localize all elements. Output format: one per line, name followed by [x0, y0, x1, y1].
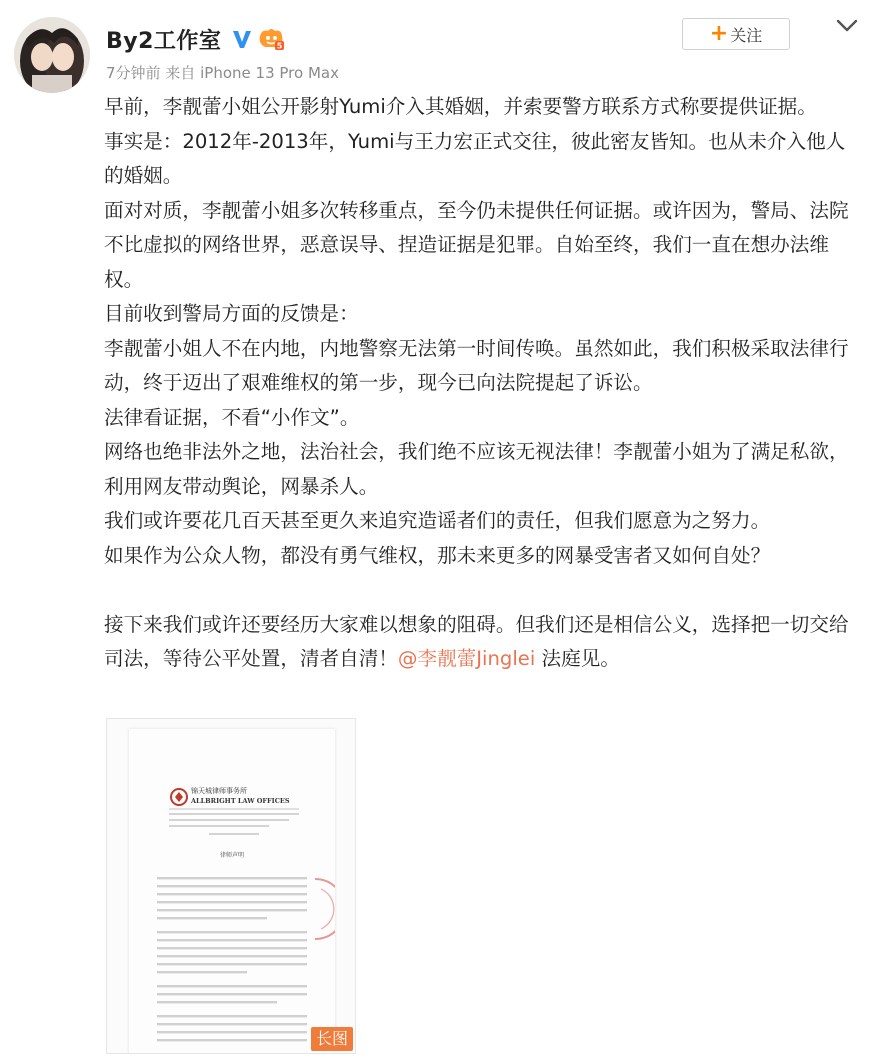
verified-v-icon [231, 28, 253, 50]
doc-firm-en: ALLBRIGHT LAW OFFICES [191, 797, 290, 805]
law-firm-logo-icon [171, 789, 187, 805]
chevron-down-icon[interactable] [834, 16, 860, 36]
author-name[interactable]: By2工作室 [106, 28, 222, 54]
doc-firm-cn: 锦天城律师事务所 [191, 787, 247, 795]
red-seal-stamp-icon [315, 879, 335, 939]
paragraph-spacer [104, 573, 854, 608]
paragraph: 网络也绝非法外之地，法治社会，我们绝不应该无视法律！李靓蕾小姐为了满足私欲，利用网友带动舆论，网暴杀人。 [104, 440, 849, 498]
mention-link[interactable]: @李靓蕾Jinglei [397, 647, 536, 670]
paragraph: 目前收到警局方面的反馈是： [104, 302, 359, 325]
source-device: iPhone 13 Pro Max [200, 64, 339, 82]
post-content [104, 90, 854, 677]
source-prefix: 来自 [165, 64, 196, 82]
svg-text:5: 5 [277, 41, 283, 51]
plus-icon: + [709, 21, 729, 46]
doc-heading: 律师声明 [219, 852, 245, 859]
follow-button[interactable] [682, 18, 790, 50]
paragraph: 法律看证据，不看“小作文”。 [104, 405, 360, 429]
follow-label: 关注 [730, 25, 763, 45]
paragraph: 如果作为公众人物，都没有勇气维权，那未来更多的网暴受害者又如何自处？ [104, 543, 771, 567]
avatar-photo [14, 17, 90, 93]
closing-suffix: 法庭见。 [535, 647, 620, 670]
document-page-graphic [129, 729, 335, 1054]
paragraph: 面对对质，李靓蕾小姐多次转移重点，至今仍未提供任何证据。或许因为，警局、法院不比虚拟的网络世界，恶意误导、捏造证据是犯罪。自始至终，我们一直在想办法维权。 [104, 198, 849, 291]
closing-text: 接下来我们或许还要经历大家难以想象的阻碍。但我们还是相信公义，选择把一切交给司法，等待公平处置，清者自清！ [104, 612, 849, 670]
post-meta [106, 62, 339, 83]
vip-level-icon[interactable] [257, 27, 285, 51]
long-image-attachment[interactable] [106, 718, 356, 1054]
avatar[interactable] [14, 17, 90, 93]
long-image-badge: 长图 [311, 1027, 353, 1051]
document-preview [129, 729, 335, 1054]
paragraph: 早前，李靓蕾小姐公开影射Yumi介入其婚姻，并索要警方联系方式称要提供证据。 [104, 95, 817, 118]
closing-paragraph [104, 608, 854, 677]
paragraph: 我们或许要花几百天甚至更久来追究造谣者们的责任，但我们愿意为之努力。 [104, 509, 771, 532]
paragraph: 事实是：2012年-2013年，Yumi与王力宏正式交往，彼此密友皆知。也从未介入他人的婚姻。 [104, 129, 846, 187]
post-time[interactable]: 7分钟前 [106, 64, 161, 82]
author-row [106, 22, 285, 56]
paragraph: 李靓蕾小姐人不在内地，内地警察无法第一时间传唤。虽然如此，我们积极采取法律行动，终于迈出了艰难维权的第一步，现今已向法院提起了诉讼。 [104, 336, 849, 394]
